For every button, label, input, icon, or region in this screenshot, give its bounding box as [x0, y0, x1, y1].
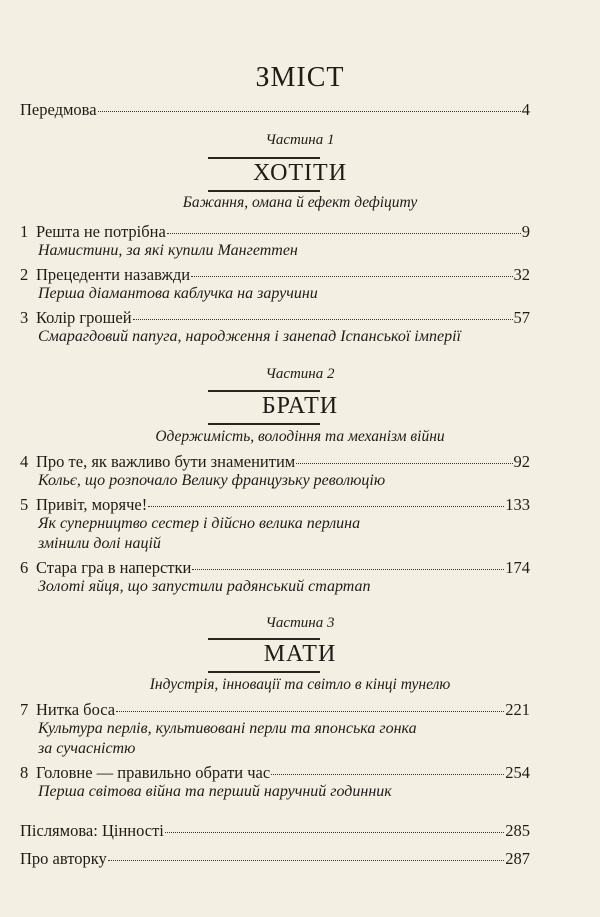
leader-dots [148, 506, 504, 507]
chapter-number: 5 [20, 495, 29, 514]
part-title: МАТИ [263, 641, 337, 667]
leader-dots [191, 276, 512, 277]
part-subtitle: Бажання, омана й ефект дефіциту [182, 194, 418, 211]
toc-entry-page: 287 [505, 849, 530, 868]
leader-dots [192, 569, 504, 570]
toc-entry-label: Передмова [20, 100, 97, 119]
chapter-number: 7 [20, 700, 29, 719]
part-divider [208, 157, 320, 159]
chapter-title: Привіт, моряче! [36, 495, 148, 514]
chapter-subtitle: Перша світова війна та перший наручний годинник [38, 783, 392, 800]
toc-entry-chapter-8[interactable] [20, 763, 530, 783]
chapter-title: Решта не потрібна [36, 222, 166, 241]
chapter-number: 3 [20, 308, 29, 327]
chapter-title: Прецеденти назавжди [36, 265, 191, 284]
part-label: Частина 2 [265, 366, 335, 382]
chapter-number: 1 [20, 222, 29, 241]
toc-entry-label: Про авторку [20, 849, 107, 868]
chapter-subtitle: Золоті яйця, що запустили радянський стартап [38, 578, 371, 595]
leader-dots [108, 860, 504, 861]
chapter-page: 92 [513, 452, 530, 471]
chapter-page: 221 [505, 700, 530, 719]
chapter-page: 9 [521, 222, 530, 241]
chapter-subtitle: за сучасністю [38, 740, 136, 757]
chapter-number: 6 [20, 558, 29, 577]
page-title: ЗМІСТ [255, 62, 345, 93]
chapter-subtitle: змінили долі націй [38, 535, 161, 552]
chapter-page: 254 [505, 763, 530, 782]
leader-dots [296, 463, 512, 464]
toc-entry-chapter-1[interactable] [20, 222, 530, 242]
toc-entry-page: 4 [521, 100, 530, 119]
chapter-subtitle: Кольє, що розпочало Велику французьку революцію [38, 472, 386, 489]
toc-entry-chapter-4[interactable] [20, 452, 530, 472]
chapter-page: 32 [513, 265, 530, 284]
toc-entry-label: Післямова: Цінності [20, 821, 164, 840]
part-title: БРАТИ [261, 393, 339, 419]
part-subtitle: Індустрія, інновації та світло в кінці тунелю [149, 676, 451, 693]
chapter-subtitle: Намистини, за які купили Мангеттен [38, 242, 298, 259]
leader-dots [271, 774, 504, 775]
part-divider [208, 190, 320, 192]
chapter-title: Нитка боса [36, 700, 116, 719]
leader-dots [167, 233, 521, 234]
chapter-page: 57 [513, 308, 530, 327]
chapter-title: Про те, як важливо бути знаменитим [36, 452, 296, 471]
toc-entry-page: 285 [505, 821, 530, 840]
leader-dots [133, 319, 513, 320]
part-label: Частина 1 [265, 132, 335, 148]
chapter-title: Стара гра в наперстки [36, 558, 192, 577]
toc-entry-afterword[interactable] [20, 821, 530, 841]
chapter-number: 4 [20, 452, 29, 471]
chapter-subtitle: Культура перлів, культивовані перли та японська гонка [38, 720, 417, 737]
part-title: ХОТІТИ [252, 160, 348, 186]
toc-entry-chapter-6[interactable] [20, 558, 530, 578]
toc-entry-chapter-2[interactable] [20, 265, 530, 285]
chapter-subtitle: Як суперництво сестер і дійсно велика перлина [38, 515, 361, 532]
part-label: Частина 3 [265, 615, 335, 631]
chapter-title: Колір грошей [36, 308, 132, 327]
part-subtitle: Одержимість, володіння та механізм війни [155, 428, 445, 445]
leader-dots [165, 832, 504, 833]
leader-dots [98, 111, 521, 112]
chapter-number: 8 [20, 763, 29, 782]
chapter-page: 174 [505, 558, 530, 577]
toc-entry-chapter-3[interactable] [20, 308, 530, 328]
toc-entry-intro[interactable] [20, 100, 530, 120]
part-divider [208, 671, 320, 673]
part-divider [208, 390, 320, 392]
chapter-title: Головне — правильно обрати час [36, 763, 271, 782]
leader-dots [116, 711, 504, 712]
chapter-subtitle: Перша діамантова каблучка на заручини [38, 285, 318, 302]
chapter-subtitle: Смарагдовий папуга, народження і занепад Іспанської імперії [38, 328, 461, 345]
chapter-number: 2 [20, 265, 29, 284]
chapter-page: 133 [505, 495, 530, 514]
toc-entry-about-author[interactable] [20, 849, 530, 869]
part-divider [208, 638, 320, 640]
toc-entry-chapter-5[interactable] [20, 495, 530, 515]
part-divider [208, 423, 320, 425]
toc-entry-chapter-7[interactable] [20, 700, 530, 720]
